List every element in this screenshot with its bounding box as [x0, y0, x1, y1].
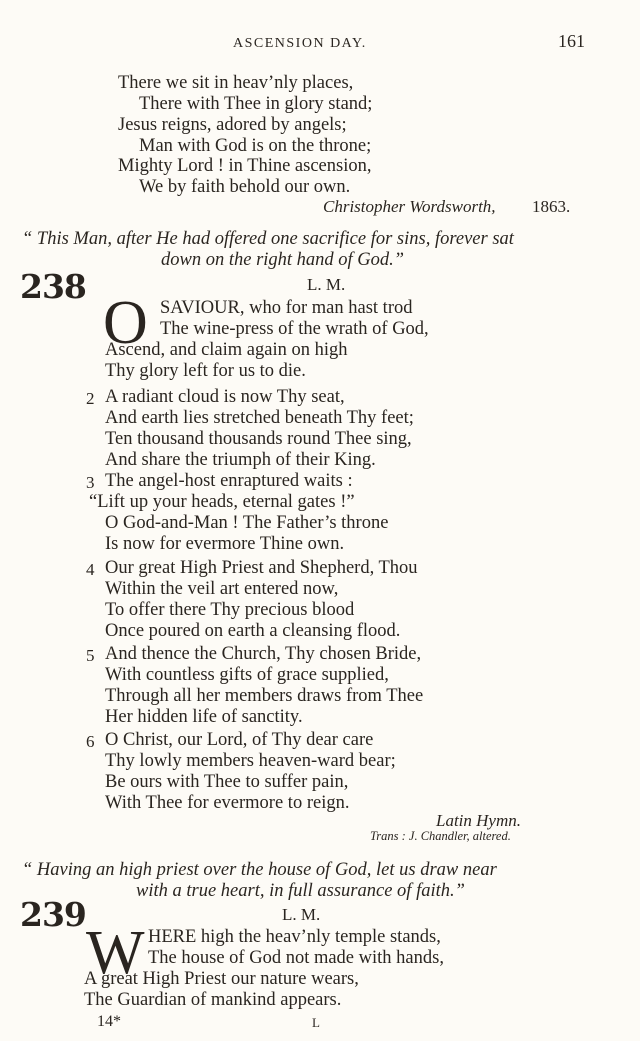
- verse-line: And share the triumph of their King.: [105, 450, 376, 470]
- epigraph-line: “ This Man, after He had offered one sacrifice for sins, forever sat: [22, 229, 514, 249]
- verse-line: Is now for evermore Thine own.: [105, 534, 345, 554]
- verse-line: We by faith behold our own.: [139, 177, 351, 197]
- verse-line: A great High Priest our nature wears,: [84, 969, 359, 989]
- verse-line: There with Thee in glory stand;: [139, 94, 373, 114]
- attribution-author: Christopher Wordsworth,: [323, 197, 496, 216]
- stanza-number: 2: [86, 389, 95, 408]
- verse-line: Within the veil art entered now,: [105, 579, 339, 599]
- verse-line: Be ours with Thee to suffer pain,: [105, 772, 349, 792]
- drop-cap: O: [103, 289, 148, 357]
- verse-line: Thy lowly members heaven-ward bear;: [105, 751, 396, 771]
- epigraph-line: “ Having an high priest over the house of God, let us draw near: [22, 860, 497, 880]
- attribution-year: 1863.: [532, 197, 571, 216]
- verse-line: With countless gifts of grace supplied,: [105, 665, 389, 685]
- verse-line: And thence the Church, Thy chosen Bride,: [105, 644, 422, 664]
- verse-line: Through all her members draws from Thee: [105, 686, 424, 706]
- verse-line: Our great High Priest and Shepherd, Thou: [105, 558, 418, 578]
- hymn-number: 239: [20, 895, 86, 934]
- stanza-number: 4: [86, 560, 95, 579]
- verse-line: “Lift up your heads, eternal gates !”: [89, 492, 355, 512]
- verse-line: Ten thousand thousands round Thee sing,: [105, 429, 412, 449]
- page-number: 161: [558, 31, 585, 51]
- verse-line: Thy glory left for us to die.: [105, 361, 306, 381]
- epigraph-line: down on the right hand of God.”: [161, 250, 405, 270]
- verse-line: Her hidden life of sanctity.: [105, 707, 303, 727]
- stanza-number: 3: [86, 473, 95, 492]
- attribution: Latin Hymn.: [436, 811, 521, 830]
- verse-line: The Guardian of mankind appears.: [84, 990, 342, 1010]
- verse-line: A radiant cloud is now Thy seat,: [105, 387, 345, 407]
- signature-mark: 14*: [97, 1013, 121, 1030]
- verse-line: And earth lies stretched beneath Thy feet;: [105, 408, 414, 428]
- verse-line: O Christ, our Lord, of Thy dear care: [105, 730, 374, 750]
- verse-line: Man with God is on the throne;: [139, 136, 372, 156]
- verse-line: The wine-press of the wrath of God,: [160, 319, 429, 339]
- verse-line: The house of God not made with hands,: [148, 948, 444, 968]
- meter: L. M.: [307, 275, 346, 294]
- verse-line: Mighty Lord ! in Thine ascension,: [118, 156, 372, 176]
- epigraph-line: with a true heart, in full assurance of faith.”: [136, 881, 465, 901]
- drop-cap: W: [86, 919, 145, 987]
- stanza-number: 6: [86, 732, 95, 751]
- verse-line: HERE high the heav’nly temple stands,: [148, 927, 441, 947]
- running-header: ASCENSION DAY.: [233, 36, 367, 51]
- signature-letter: L: [312, 1015, 320, 1030]
- verse-line: O God-and-Man ! The Father’s throne: [105, 513, 389, 533]
- hymn-number: 238: [20, 267, 86, 306]
- verse-line: With Thee for evermore to reign.: [105, 793, 350, 813]
- verse-line: The angel-host enraptured waits :: [105, 471, 353, 491]
- translator: Trans : J. Chandler, altered.: [370, 829, 511, 843]
- verse-line: Ascend, and claim again on high: [105, 340, 348, 360]
- verse-line: Once poured on earth a cleansing flood.: [105, 621, 401, 641]
- verse-line: To offer there Thy precious blood: [105, 600, 355, 620]
- verse-line: There we sit in heav’nly places,: [118, 73, 354, 93]
- stanza-number: 5: [86, 646, 95, 665]
- meter: L. M.: [282, 905, 321, 924]
- verse-line: Jesus reigns, adored by angels;: [118, 115, 347, 135]
- verse-line: SAVIOUR, who for man hast trod: [160, 298, 413, 318]
